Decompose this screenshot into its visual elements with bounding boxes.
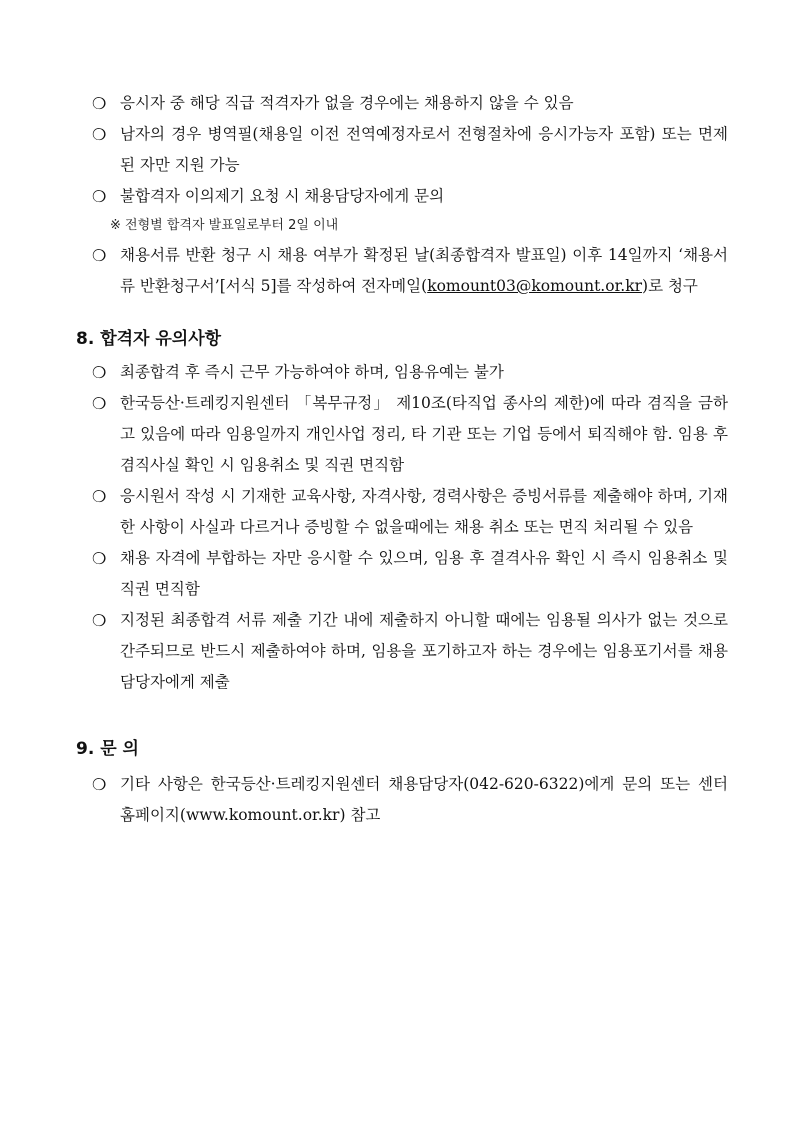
list-item xyxy=(92,543,728,605)
item-text: 채용 자격에 부합하는 자만 응시할 수 있으며, 임용 후 결격사유 확인 시 즉시 임용취소 및 직권 면직함 xyxy=(120,549,728,598)
item-text: 최종합격 후 즉시 근무 가능하여야 하며, 임용유예는 불가 xyxy=(120,363,504,381)
deadline-note: ※ 전형별 합격자 발표일로부터 2일 이내 xyxy=(110,218,339,233)
item-text: 응시원서 작성 시 기재한 교육사항, 자격사항, 경력사항은 증빙서류를 제출해야 하며, 기재한 사항이 사실과 다르거나 증빙할 수 없을때에는 채용 취소 또는 면직 처리될 수 있음 xyxy=(120,487,728,536)
list-return xyxy=(92,240,728,302)
return-text-before: 채용서류 반환 청구 시 채용 여부가 확정된 날(최종합격자 발표일) 이후 14일까지 ‘채용서류 반환청구서’[서식 5]를 작성하여 전자메일( xyxy=(120,246,728,295)
item-text: 지정된 최종합격 서류 제출 기간 내에 제출하지 아니할 때에는 임용될 의사가 없는 것으로 간주되므로 반드시 제출하여야 하며, 임용을 포기하고자 하는 경우에는 임용포기서를 채용담당자에게 제출 xyxy=(120,611,728,691)
circle-bullet-icon: ❍ xyxy=(92,187,107,206)
return-text-after: )로 청구 xyxy=(642,277,698,295)
circle-bullet-icon: ❍ xyxy=(92,549,107,568)
circle-bullet-icon: ❍ xyxy=(92,394,107,413)
circle-bullet-icon: ❍ xyxy=(92,246,107,265)
circle-bullet-icon: ❍ xyxy=(92,125,107,144)
item-text: 불합격자 이의제기 요청 시 채용담당자에게 문의 xyxy=(120,187,445,205)
list-item xyxy=(92,119,728,181)
section-9-heading: 9. 문 의 xyxy=(76,739,139,759)
list-item xyxy=(92,240,728,302)
item-text xyxy=(120,240,728,302)
email-link[interactable]: komount03@komount.or.kr xyxy=(427,277,643,295)
list-item xyxy=(92,181,728,212)
list-item xyxy=(92,769,728,831)
list-section-8 xyxy=(92,357,728,698)
item-text: 남자의 경우 병역필(채용일 이전 전역예정자로서 전형절차에 응시가능자 포함) 또는 면제된 자만 지원 가능 xyxy=(120,125,728,174)
circle-bullet-icon: ❍ xyxy=(92,487,107,506)
item-text: 한국등산·트레킹지원센터 「복무규정」 제10조(타직업 종사의 제한)에 따라 겸직을 금하고 있음에 따라 임용일까지 개인사업 정리, 타 기관 또는 기업 등에서 퇴직해야 함. 임용 후 겸직사실 확인 시 임용취소 및 직권 면직함 xyxy=(120,394,728,474)
list-item xyxy=(92,388,728,481)
list-item xyxy=(92,88,728,119)
list-item xyxy=(92,357,728,388)
list-item xyxy=(92,605,728,698)
circle-bullet-icon: ❍ xyxy=(92,775,107,794)
circle-bullet-icon: ❍ xyxy=(92,363,107,382)
item-text: 응시자 중 해당 직급 적격자가 없을 경우에는 채용하지 않을 수 있음 xyxy=(120,94,574,112)
list-general xyxy=(92,88,728,212)
section-8-heading: 8. 합격자 유의사항 xyxy=(76,329,222,349)
list-item xyxy=(92,481,728,543)
circle-bullet-icon: ❍ xyxy=(92,611,107,630)
item-text: 기타 사항은 한국등산·트레킹지원센터 채용담당자(042-620-6322)에게 문의 또는 센터 홈페이지(www.komount.or.kr) 참고 xyxy=(120,775,728,824)
circle-bullet-icon: ❍ xyxy=(92,94,107,113)
list-section-9 xyxy=(92,769,728,831)
